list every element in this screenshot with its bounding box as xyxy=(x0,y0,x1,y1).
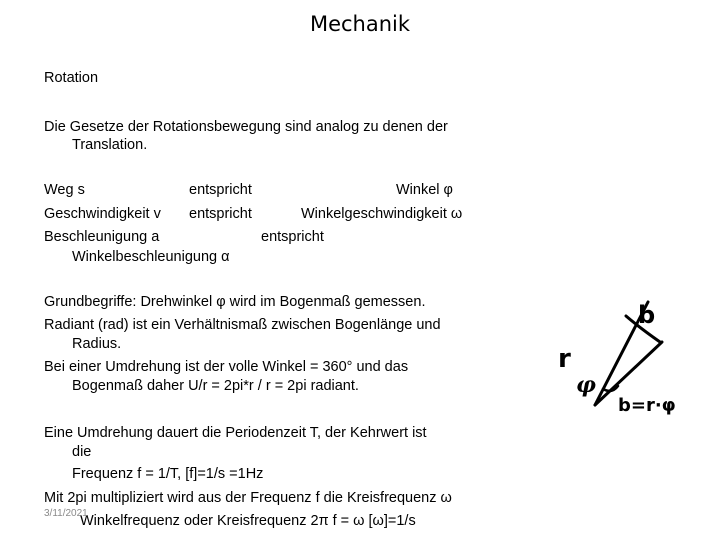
basics-line-4: Bei einer Umdrehung ist der volle Winkel = 360° und das xyxy=(44,359,409,375)
analogy-3-mid: entspricht xyxy=(261,229,324,245)
period-line-2: die xyxy=(72,444,92,460)
slide-date: 3/11/2021 xyxy=(44,508,88,519)
analogy-1-mid: entspricht xyxy=(189,182,252,198)
period-line-5: Winkelfrequenz oder Kreisfrequenz 2π f = ω [ω]=1/s xyxy=(80,513,416,529)
period-line-4: Mit 2pi multipliziert wird aus der Frequenz f die Kreisfrequenz ω xyxy=(44,490,452,506)
analogy-3-left: Beschleunigung a xyxy=(44,229,160,245)
basics-line-1: Grundbegriffe: Drehwinkel φ wird im Bogenmaß gemessen. xyxy=(44,294,426,310)
analogy-2-left: Geschwindigkeit v xyxy=(44,206,161,222)
intro-line-1: Die Gesetze der Rotationsbewegung sind analog zu denen der xyxy=(44,119,448,135)
radian-sketch xyxy=(540,290,710,435)
analogy-2-right: Winkelgeschwindigkeit ω xyxy=(301,206,463,222)
analogy-1-left: Weg s xyxy=(44,182,85,198)
basics-line-2: Radiant (rad) ist ein Verhältnismaß zwischen Bogenlänge und xyxy=(44,317,441,333)
period-line-1: Eine Umdrehung dauert die Periodenzeit T, der Kehrwert ist xyxy=(44,425,427,441)
basics-line-3: Radius. xyxy=(72,336,122,352)
label-phi: φ xyxy=(576,372,596,398)
analogy-4: Winkelbeschleunigung α xyxy=(72,249,230,265)
slide-title: Mechanik xyxy=(309,12,411,36)
analogy-2-mid: entspricht xyxy=(189,206,252,222)
period-line-3: Frequenz f = 1/T, [f]=1/s =1Hz xyxy=(72,466,264,482)
label-r: r xyxy=(558,344,571,374)
intro-line-2: Translation. xyxy=(72,137,148,153)
section-heading: Rotation xyxy=(44,70,99,86)
basics-line-5: Bogenmaß daher U/r = 2pi*r / r = 2pi radiant. xyxy=(72,378,359,394)
sketch-formula: b=r·φ xyxy=(618,395,676,416)
analogy-1-right: Winkel φ xyxy=(396,182,453,198)
label-b: b xyxy=(638,301,656,329)
